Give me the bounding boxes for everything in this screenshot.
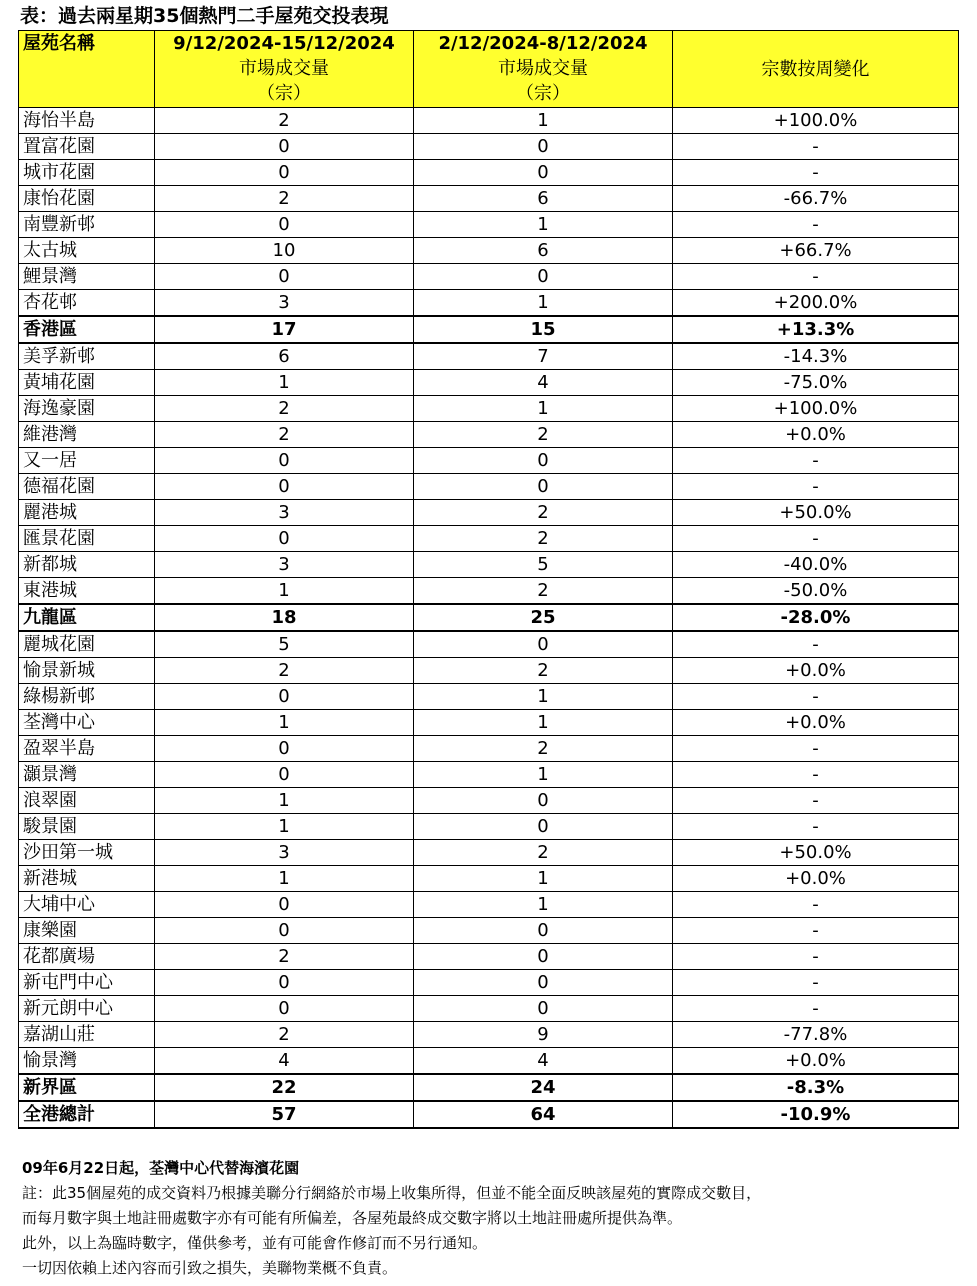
estate-name-cell: 新都城 [19, 552, 155, 578]
previous-volume-cell: 0 [414, 788, 673, 814]
weekly-change-cell: - [673, 526, 959, 552]
current-volume-cell: 1 [155, 370, 414, 396]
table-row [19, 788, 959, 814]
weekly-change-cell: -8.3% [673, 1074, 959, 1101]
estate-name-cell: 康怡花園 [19, 186, 155, 212]
previous-volume-cell: 0 [414, 631, 673, 658]
weekly-change-cell: -28.0% [673, 604, 959, 631]
weekly-change-cell: +50.0% [673, 840, 959, 866]
table-row [19, 448, 959, 474]
current-volume-cell: 1 [155, 866, 414, 892]
table-row [19, 238, 959, 264]
current-volume-cell: 18 [155, 604, 414, 631]
current-volume-cell: 3 [155, 500, 414, 526]
current-volume-cell: 22 [155, 1074, 414, 1101]
table-row [19, 866, 959, 892]
weekly-change-cell: - [673, 474, 959, 500]
weekly-change-cell: - [673, 918, 959, 944]
current-volume-cell: 3 [155, 290, 414, 317]
weekly-change-cell: - [673, 996, 959, 1022]
previous-volume-cell: 4 [414, 1048, 673, 1075]
weekly-change-cell: +66.7% [673, 238, 959, 264]
table-row [19, 396, 959, 422]
estate-name-cell: 愉景灣 [19, 1048, 155, 1075]
previous-volume-cell: 2 [414, 578, 673, 605]
table-row [19, 631, 959, 658]
table-row [19, 970, 959, 996]
current-volume-cell: 0 [155, 264, 414, 290]
current-volume-cell: 0 [155, 448, 414, 474]
current-volume-cell: 5 [155, 631, 414, 658]
current-volume-cell: 1 [155, 788, 414, 814]
previous-volume-cell: 1 [414, 710, 673, 736]
notes-line-2: 而每月數字與土地註冊處數字亦有可能有所偏差，各屋苑最終成交數字將以土地註冊處所提供為準。 [22, 1209, 683, 1227]
weekly-change-cell: +0.0% [673, 658, 959, 684]
summary-row [19, 316, 959, 343]
estate-name-cell: 愉景新城 [19, 658, 155, 684]
estate-name-cell: 駿景園 [19, 814, 155, 840]
estate-name-cell: 太古城 [19, 238, 155, 264]
current-volume-cell: 6 [155, 343, 414, 370]
header-current-dates: 9/12/2024-15/12/2024 [173, 33, 395, 54]
current-volume-cell: 0 [155, 970, 414, 996]
previous-volume-cell: 9 [414, 1022, 673, 1048]
current-volume-cell: 0 [155, 474, 414, 500]
previous-volume-cell: 0 [414, 160, 673, 186]
table-title: 表：過去兩星期35個熱門二手屋苑交投表現 [20, 5, 389, 27]
table-row [19, 762, 959, 788]
current-volume-cell: 0 [155, 996, 414, 1022]
estate-name-cell: 沙田第一城 [19, 840, 155, 866]
weekly-change-cell: - [673, 160, 959, 186]
weekly-change-cell: - [673, 762, 959, 788]
weekly-change-cell: - [673, 788, 959, 814]
weekly-change-cell: +100.0% [673, 396, 959, 422]
estate-name-cell: 杏花邨 [19, 290, 155, 317]
previous-volume-cell: 1 [414, 762, 673, 788]
weekly-change-cell: -66.7% [673, 186, 959, 212]
estate-name-cell: 又一居 [19, 448, 155, 474]
header-row [19, 31, 959, 108]
current-volume-cell: 1 [155, 710, 414, 736]
weekly-change-cell: - [673, 970, 959, 996]
estate-name-cell: 匯景花園 [19, 526, 155, 552]
current-volume-cell: 2 [155, 658, 414, 684]
previous-volume-cell: 64 [414, 1101, 673, 1128]
estate-name-cell: 盈翠半島 [19, 736, 155, 762]
notes-heading: 09年6月22日起，荃灣中心代替海濱花園 [22, 1159, 300, 1177]
table-row [19, 684, 959, 710]
table-row [19, 160, 959, 186]
previous-volume-cell: 25 [414, 604, 673, 631]
previous-volume-cell: 0 [414, 970, 673, 996]
previous-volume-cell: 1 [414, 866, 673, 892]
table-row [19, 186, 959, 212]
weekly-change-cell: - [673, 684, 959, 710]
current-volume-cell: 2 [155, 396, 414, 422]
estate-name-cell: 康樂園 [19, 918, 155, 944]
table-row [19, 578, 959, 605]
previous-volume-cell: 2 [414, 736, 673, 762]
table-row [19, 500, 959, 526]
previous-volume-cell: 1 [414, 290, 673, 317]
transactions-table [18, 30, 959, 1129]
table-row [19, 264, 959, 290]
previous-volume-cell: 0 [414, 944, 673, 970]
previous-volume-cell: 7 [414, 343, 673, 370]
weekly-change-cell: +100.0% [673, 108, 959, 134]
current-volume-cell: 17 [155, 316, 414, 343]
weekly-change-cell: - [673, 212, 959, 238]
current-volume-cell: 0 [155, 736, 414, 762]
current-volume-cell: 0 [155, 762, 414, 788]
table-row [19, 944, 959, 970]
table-row [19, 814, 959, 840]
weekly-change-cell: -77.8% [673, 1022, 959, 1048]
weekly-change-cell: +13.3% [673, 316, 959, 343]
previous-volume-cell: 2 [414, 658, 673, 684]
table-row [19, 370, 959, 396]
table-row [19, 710, 959, 736]
summary-row [19, 1074, 959, 1101]
estate-name-cell: 海怡半島 [19, 108, 155, 134]
current-volume-cell: 4 [155, 1048, 414, 1075]
estate-name-cell: 城市花園 [19, 160, 155, 186]
weekly-change-cell: -10.9% [673, 1101, 959, 1128]
current-volume-cell: 0 [155, 918, 414, 944]
weekly-change-cell: +0.0% [673, 1048, 959, 1075]
current-volume-cell: 57 [155, 1101, 414, 1128]
estate-name-cell: 香港區 [19, 316, 155, 343]
estate-name-cell: 南豐新邨 [19, 212, 155, 238]
previous-volume-cell: 0 [414, 996, 673, 1022]
table-row [19, 892, 959, 918]
table-body [19, 108, 959, 1129]
current-volume-cell: 2 [155, 186, 414, 212]
estate-name-cell: 德福花園 [19, 474, 155, 500]
summary-row [19, 1101, 959, 1128]
table-row [19, 1048, 959, 1075]
table-row [19, 108, 959, 134]
current-volume-cell: 0 [155, 892, 414, 918]
previous-volume-cell: 4 [414, 370, 673, 396]
current-volume-cell: 2 [155, 422, 414, 448]
current-volume-cell: 2 [155, 1022, 414, 1048]
header-weekly-change: 宗數按周變化 [673, 31, 959, 108]
previous-volume-cell: 0 [414, 264, 673, 290]
weekly-change-cell: -75.0% [673, 370, 959, 396]
previous-volume-cell: 0 [414, 918, 673, 944]
header-previous-week [414, 31, 673, 108]
estate-name-cell: 全港總計 [19, 1101, 155, 1128]
previous-volume-cell: 1 [414, 108, 673, 134]
table-row [19, 474, 959, 500]
header-current-unit: （宗） [257, 83, 311, 104]
estate-name-cell: 新屯門中心 [19, 970, 155, 996]
weekly-change-cell: +0.0% [673, 422, 959, 448]
header-previous-label: 市場成交量 [498, 58, 588, 79]
estate-name-cell: 新界區 [19, 1074, 155, 1101]
estate-name-cell: 置富花園 [19, 134, 155, 160]
estate-name-cell: 東港城 [19, 578, 155, 605]
table-row [19, 212, 959, 238]
estate-name-cell: 維港灣 [19, 422, 155, 448]
current-volume-cell: 3 [155, 552, 414, 578]
previous-volume-cell: 2 [414, 840, 673, 866]
header-previous-unit: （宗） [516, 83, 570, 104]
estate-name-cell: 麗港城 [19, 500, 155, 526]
weekly-change-cell: -40.0% [673, 552, 959, 578]
previous-volume-cell: 6 [414, 186, 673, 212]
estate-name-cell: 花都廣場 [19, 944, 155, 970]
footnotes [22, 1156, 952, 1281]
weekly-change-cell: +50.0% [673, 500, 959, 526]
previous-volume-cell: 1 [414, 396, 673, 422]
previous-volume-cell: 0 [414, 448, 673, 474]
estate-name-cell: 嘉湖山莊 [19, 1022, 155, 1048]
previous-volume-cell: 1 [414, 892, 673, 918]
current-volume-cell: 0 [155, 526, 414, 552]
header-current-label: 市場成交量 [239, 58, 329, 79]
estate-name-cell: 麗城花園 [19, 631, 155, 658]
estate-name-cell: 荃灣中心 [19, 710, 155, 736]
table-row [19, 736, 959, 762]
table-row [19, 1022, 959, 1048]
weekly-change-cell: - [673, 892, 959, 918]
table-row [19, 422, 959, 448]
weekly-change-cell: -50.0% [673, 578, 959, 605]
previous-volume-cell: 1 [414, 212, 673, 238]
table-row [19, 658, 959, 684]
estate-name-cell: 海逸豪園 [19, 396, 155, 422]
estate-name-cell: 黃埔花園 [19, 370, 155, 396]
estate-name-cell: 新港城 [19, 866, 155, 892]
weekly-change-cell: - [673, 134, 959, 160]
current-volume-cell: 1 [155, 814, 414, 840]
previous-volume-cell: 2 [414, 422, 673, 448]
header-current-week [155, 31, 414, 108]
current-volume-cell: 0 [155, 684, 414, 710]
current-volume-cell: 1 [155, 578, 414, 605]
weekly-change-cell: - [673, 736, 959, 762]
table-row [19, 290, 959, 317]
current-volume-cell: 10 [155, 238, 414, 264]
header-previous-dates: 2/12/2024-8/12/2024 [438, 33, 648, 54]
header-estate-name: 屋苑名稱 [19, 31, 155, 108]
previous-volume-cell: 2 [414, 500, 673, 526]
table-row [19, 134, 959, 160]
previous-volume-cell: 5 [414, 552, 673, 578]
table-row [19, 526, 959, 552]
current-volume-cell: 2 [155, 944, 414, 970]
current-volume-cell: 2 [155, 108, 414, 134]
estate-name-cell: 灝景灣 [19, 762, 155, 788]
estate-name-cell: 大埔中心 [19, 892, 155, 918]
summary-row [19, 604, 959, 631]
estate-name-cell: 鯉景灣 [19, 264, 155, 290]
previous-volume-cell: 15 [414, 316, 673, 343]
previous-volume-cell: 0 [414, 814, 673, 840]
table-row [19, 552, 959, 578]
previous-volume-cell: 0 [414, 474, 673, 500]
estate-name-cell: 綠楊新邨 [19, 684, 155, 710]
estate-name-cell: 美孚新邨 [19, 343, 155, 370]
previous-volume-cell: 1 [414, 684, 673, 710]
current-volume-cell: 0 [155, 160, 414, 186]
previous-volume-cell: 6 [414, 238, 673, 264]
current-volume-cell: 0 [155, 134, 414, 160]
notes-line-3: 此外，以上為臨時數字，僅供參考，並有可能會作修訂而不另行通知。 [22, 1234, 488, 1252]
table-row [19, 343, 959, 370]
weekly-change-cell: - [673, 448, 959, 474]
weekly-change-cell: +0.0% [673, 866, 959, 892]
weekly-change-cell: +0.0% [673, 710, 959, 736]
previous-volume-cell: 2 [414, 526, 673, 552]
estate-name-cell: 新元朗中心 [19, 996, 155, 1022]
table-row [19, 840, 959, 866]
weekly-change-cell: - [673, 814, 959, 840]
previous-volume-cell: 24 [414, 1074, 673, 1101]
estate-name-cell: 浪翠園 [19, 788, 155, 814]
previous-volume-cell: 0 [414, 134, 673, 160]
table-row [19, 996, 959, 1022]
weekly-change-cell: - [673, 631, 959, 658]
weekly-change-cell: -14.3% [673, 343, 959, 370]
current-volume-cell: 3 [155, 840, 414, 866]
estate-name-cell: 九龍區 [19, 604, 155, 631]
notes-line-4: 一切因依賴上述內容而引致之損失，美聯物業概不負責。 [22, 1259, 398, 1277]
weekly-change-cell: - [673, 264, 959, 290]
table-row [19, 918, 959, 944]
weekly-change-cell: +200.0% [673, 290, 959, 317]
current-volume-cell: 0 [155, 212, 414, 238]
notes-line-1: 註：此35個屋苑的成交資料乃根據美聯分行網絡於市場上收集所得，但並不能全面反映該屋苑的實際成交數目， [22, 1184, 762, 1202]
weekly-change-cell: - [673, 944, 959, 970]
